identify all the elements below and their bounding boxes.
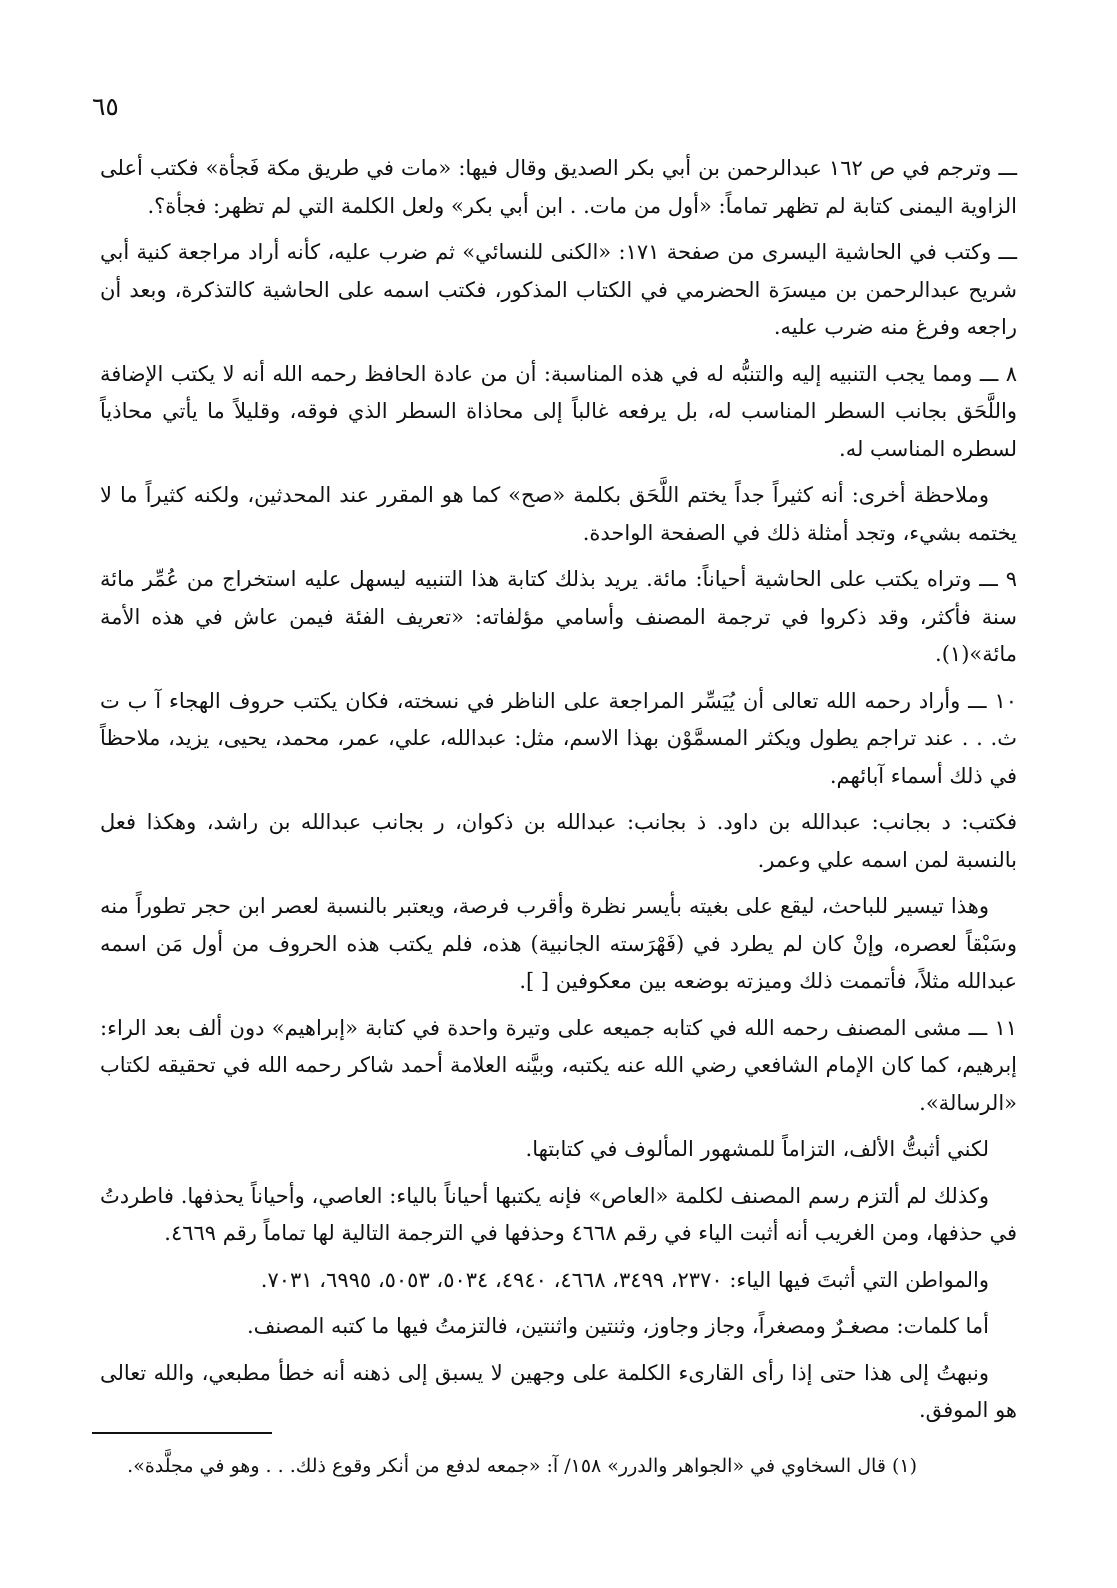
paragraph-letters-example — [100, 804, 1017, 879]
paragraph-closing — [100, 1355, 1017, 1430]
paragraph-text: ٩ ـــ وتراه يكتب على الحاشية أحياناً: مائة. يريد بذلك كتابة هذا التنبيه ليسهل عليه استخراج من عُمِّر مائة سنة فأكثر، وقد ذكروا في ترجمة المصنف وأسامي مؤلفاته: «تعريف الفئة فيمن عاش في هذه الأمة مائة»(١). — [100, 567, 1017, 666]
paragraph-text: أما كلمات: مصغـرٌ ومصغراً، وجاز وجاوز، وثنتين واثنتين، فالتزمتُ فيها ما كتبه المصنف. — [247, 1314, 989, 1338]
paragraph-text: وكذلك لم ألتزم رسم المصنف لكلمة «العاص» فإنه يكتبها أحياناً بالياء: العاصي، وأحياناً يحذفها. فاطردتُ في حذفها، ومن الغريب أنه أثبت الياء في رقم ٤٦٦٨ وحذفها في الترجمة التالية لها تماماً رقم ٤٦٦٩. — [100, 1183, 1017, 1245]
paragraph-researcher-aid — [100, 888, 1017, 1001]
paragraph-item-10 — [100, 683, 1017, 796]
paragraph-text: لكني أثبتُّ الألف، التزاماً للمشهور المألوف في كتابتها. — [525, 1137, 989, 1161]
paragraph-text: ـــ وكتب في الحاشية اليسرى من صفحة ١٧١: «الكنى للنسائي» ثم ضرب عليه، كأنه أراد مراجعة كنية أبي شريح عبدالرحمن بن ميسرَة الحضرمي في الكتاب المذكور، فكتب اسمه على الحاشية كالتذكرة، وبعد أن راجعه وفرغ منه ضرب عليه. — [100, 240, 1017, 339]
paragraph-text: ٨ ـــ ومما يجب التنبيه إليه والتنبُّه له في هذه المناسبة: أن من عادة الحافظ رحمه الله أنه لا يكتب الإضافة واللَّحَق بجانب السطر المناسب له، بل يرفعه غالباً إلى محاذاة السطر الذي فوقه، وقليلاً ما يأتي محاذياً لسطره المناسب له. — [100, 361, 1017, 461]
paragraph-ya-locations — [100, 1262, 1017, 1300]
document-body — [100, 150, 1017, 1439]
paragraph-item-9 — [100, 561, 1017, 674]
paragraph-text: وهذا تيسير للباحث، ليقع على بغيته بأيسر نظرة وأقرب فرصة، ويعتبر بالنسبة لعصر ابن حجر تطوراً منه وسَبْقاً لعصره، وإنْ كان لم يطرد في (فَهْرَسته الجانبية) هذه، فلم يكتب هذه الحروف من أول مَن اسمه عبدالله مثلاً، فأتممت ذلك وميزته بوضعه بين معكوفين [ ]. — [100, 894, 1017, 993]
paragraph-item-11 — [100, 1010, 1017, 1123]
paragraph-text: ١١ ـــ مشى المصنف رحمه الله في كتابه جميعه على وتيرة واحدة في كتابة «إبراهيم» دون ألف بعد الراء: إبرهيم، كما كان الإمام الشافعي رضي الله عنه يكتبه، وبيَّنه العلامة أحمد شاكر رحمه الله في تحقيقه لكتاب «الرسالة». — [100, 1015, 1017, 1115]
paragraph-text: والمواطن التي أثبتَ فيها الياء: ٢٣٧٠، ٣٤٩٩، ٤٦٦٨، ٤٩٤٠، ٥٠٣٤، ٥٠٥٣، ٦٩٩٥، ٧٠٣١. — [260, 1267, 989, 1292]
paragraph-text: ـــ وترجم في ص ١٦٢ عبدالرحمن بن أبي بكر الصديق وقال فيها: «مات في طريق مكة فَجأة» فكتب أعلى الزاوية اليمنى كتابة لم تظهر تماماً: «أول من مات. . ابن أبي بكر» ولعل الكلمة التي لم تظهر: فجأة؟. — [100, 156, 1017, 218]
page-number: ٦٥ — [92, 92, 119, 121]
paragraph-text: وملاحظة أخرى: أنه كثيراً جداً يختم اللَّحَق بكلمة «صح» كما هو المقرر عند المحدثين، ولكنه كثيراً ما لا يختمه بشيء، وتجد أمثلة ذلك في الصفحة الواحدة. — [100, 483, 1017, 545]
paragraph-item-8 — [100, 356, 1017, 469]
paragraph-text: ونبهتُ إلى هذا حتى إذا رأى القارىء الكلمة على وجهين لا يسبق إلى ذهنه أنه خطأ مطبعي، والله تعالى هو الموفق. — [100, 1360, 1017, 1422]
footnote: (١) قال السخاوي في «الجواهر والدرر» ١٥٨/ آ: «جمعه لدفع من أنكر وقوع ذلك. . . وهو في مجلَّدة». — [127, 1455, 917, 1477]
paragraph-alif-note — [100, 1131, 1017, 1169]
paragraph-al-aas-note — [100, 1178, 1017, 1253]
paragraph-another-note — [100, 477, 1017, 552]
paragraph-text: فكتب: د بجانب: عبدالله بن داود. ذ بجانب: عبدالله بن ذكوان، ر بجانب عبدالله بن راشد، وهكذا فعل بالنسبة لمن اسمه علي وعمر. — [100, 810, 1017, 872]
paragraph-words-note — [100, 1308, 1017, 1346]
paragraph-death-note — [100, 150, 1017, 225]
paragraph-margin-note — [100, 234, 1017, 347]
paragraph-text: ١٠ ـــ وأراد رحمه الله تعالى أن يُيَسِّر المراجعة على الناظر في نسخته، فكان يكتب حروف الهجاء آ ب ت ث. . . عند تراجم يطول ويكثر المسمَّوْن بهذا الاسم، مثل: عبدالله، علي، عمر، محمد، يحيى، يزيد، ملاحظاً في ذلك أسماء آبائهم. — [100, 688, 1017, 788]
footnote-divider — [92, 1432, 272, 1434]
